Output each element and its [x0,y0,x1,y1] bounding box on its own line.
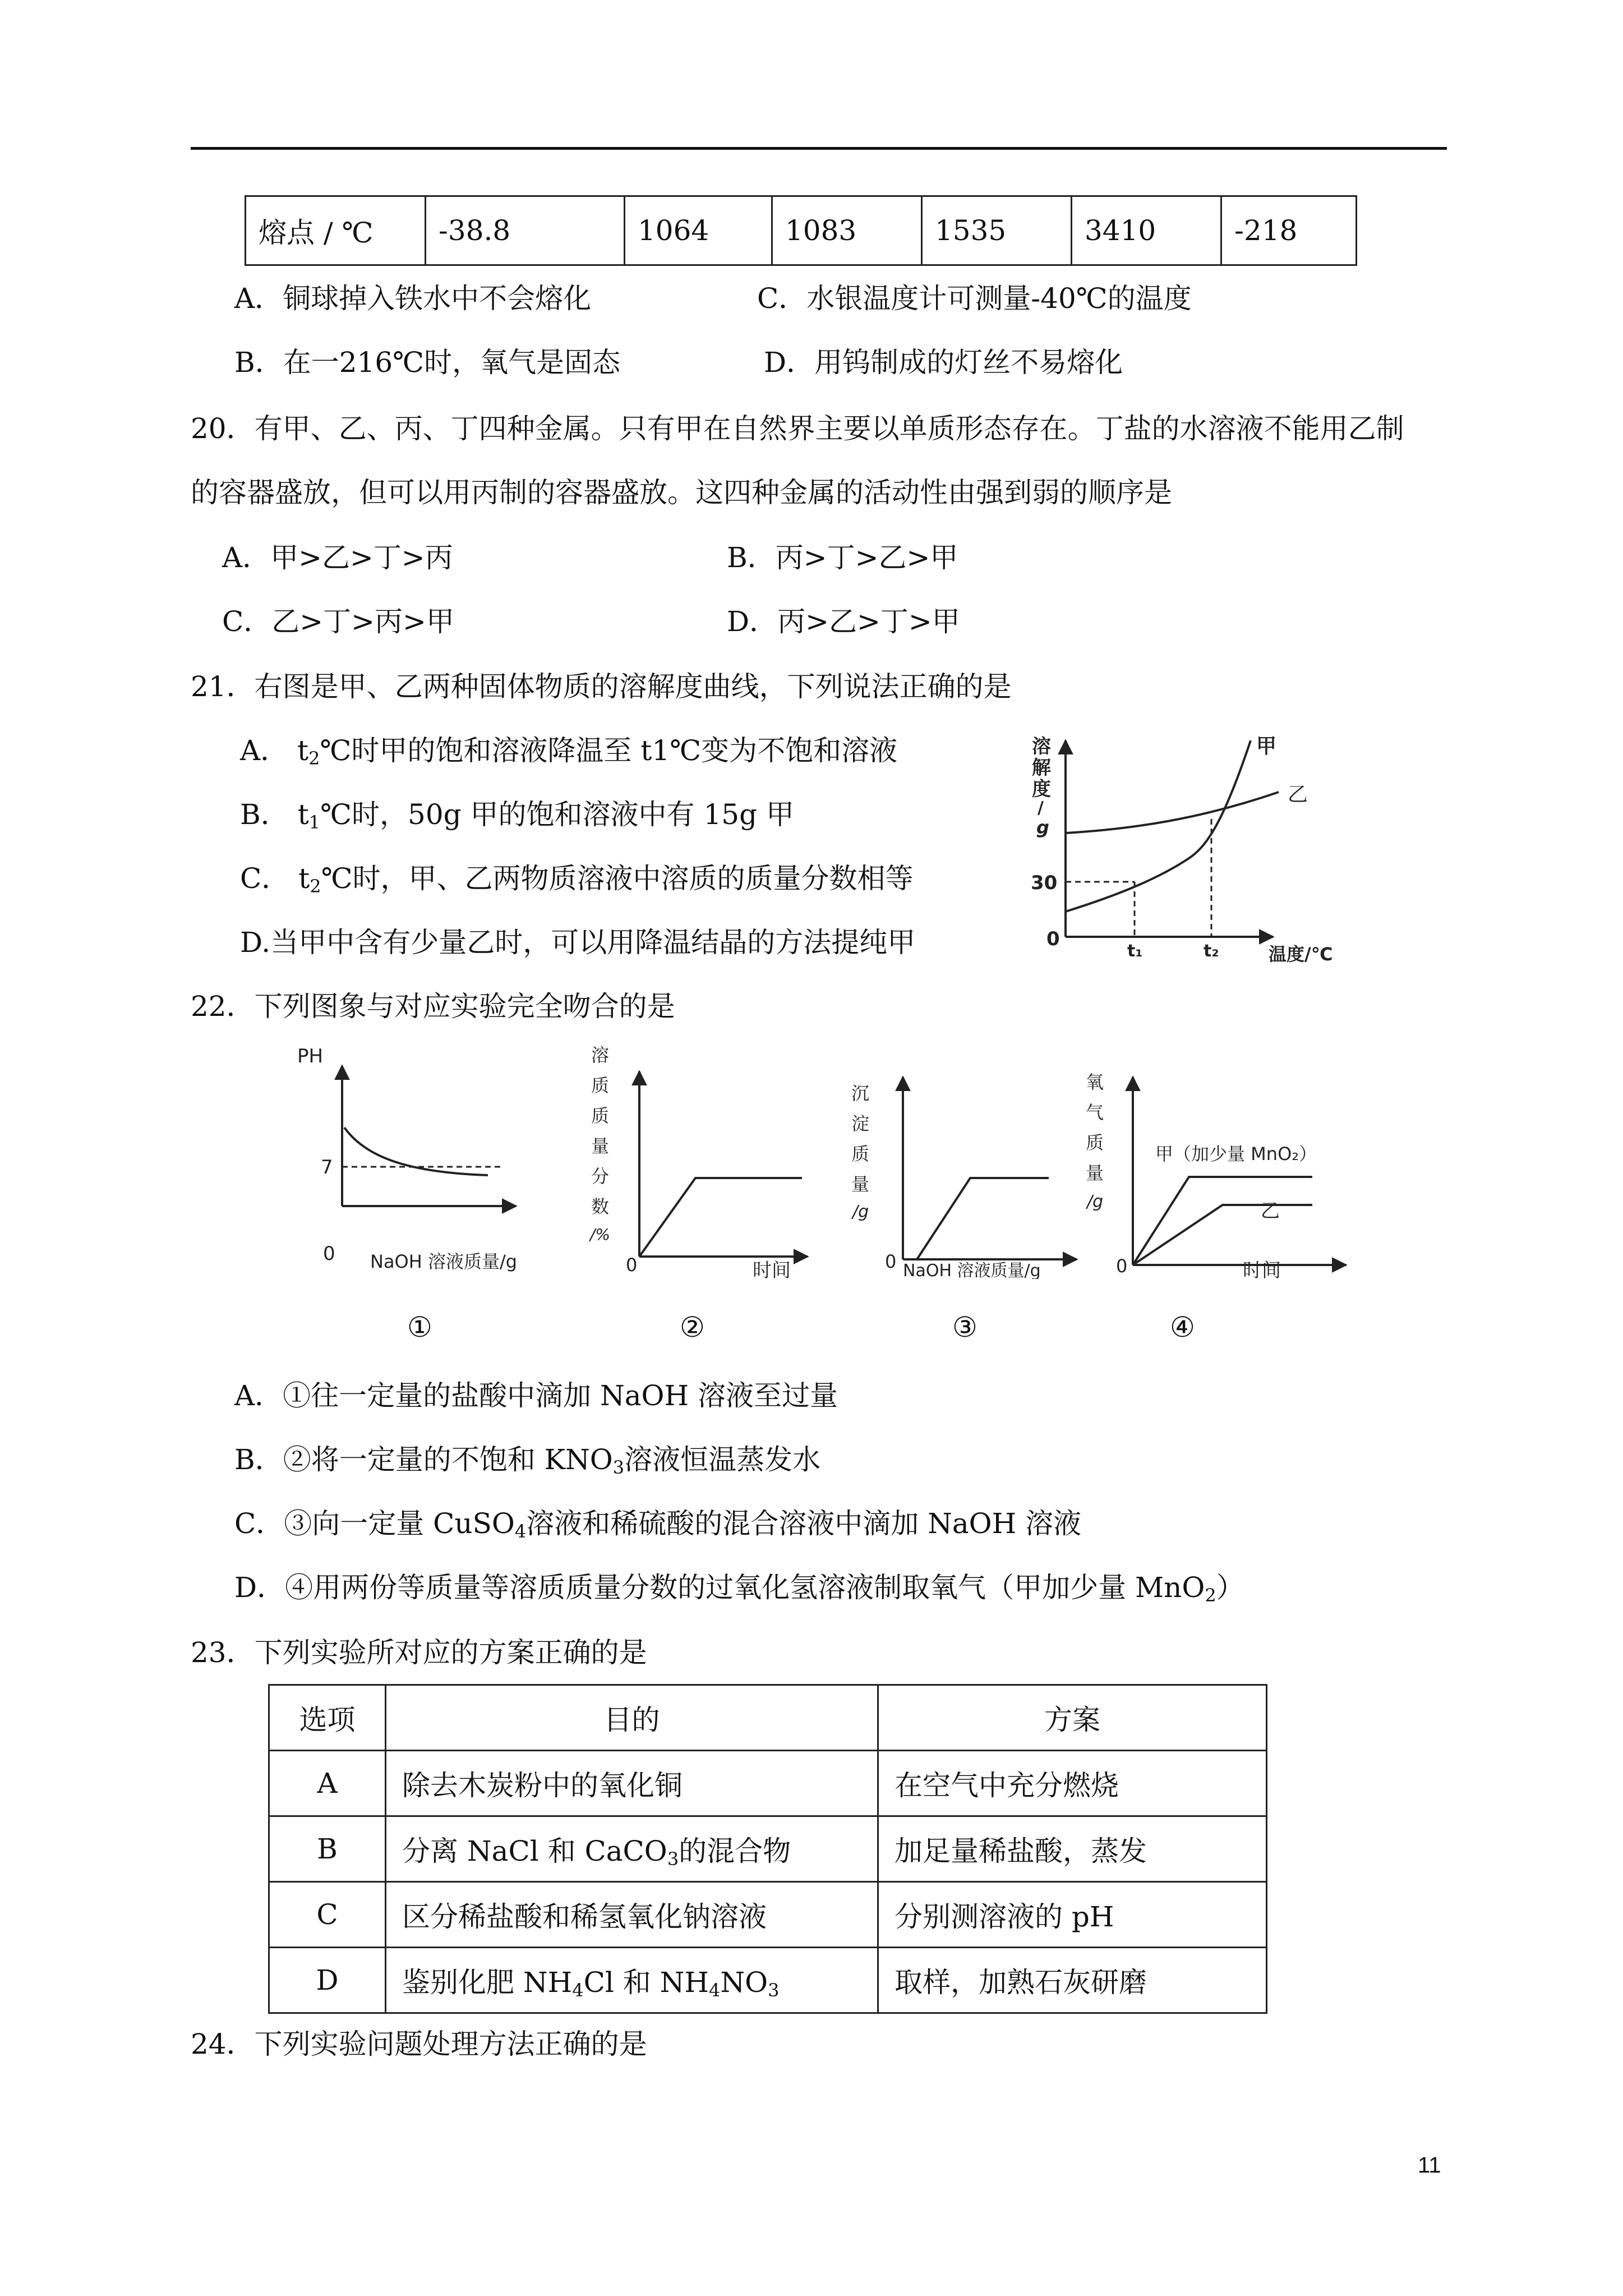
x-axis-label: NaOH 溶液质量/g [903,1261,1041,1279]
y-tick-label: 7 [321,1156,333,1179]
table-cell-purpose: 除去木炭粉中的氧化铜 [386,1751,878,1816]
graph-3-precipitate [836,1066,1094,1279]
q22-option-b: B．②将一定量的不饱和 $KNO_3$溶液恒温蒸发水 [234,1443,821,1478]
ylabel-char: 溶 [591,1045,610,1066]
ylabel-char: 沉 [851,1083,870,1104]
table-cell-purpose: 鉴别化肥 $NH_4Cl$ 和 $NH_4NO_3$ [386,1948,878,2013]
origin-label: 0 [626,1254,638,1276]
q21-stem: 21．右图是甲、乙两种固体物质的溶解度曲线，下列说法正确的是 [191,670,1012,703]
q21-option-c: C． $t_2℃$时，甲、乙两物质溶液中溶质的质量分数相等 [240,862,914,897]
ylabel-char: 解 [1032,757,1051,779]
q20-option-c: C．乙>丁>丙>甲 [222,605,454,638]
table-cell-option: A [269,1751,386,1816]
ylabel-char: 质 [591,1075,610,1096]
ylabel-char: /g [852,1202,869,1222]
q24-stem: 24．下列实验问题处理方法正确的是 [191,2028,647,2060]
x-axis-label: 时间 [1243,1259,1281,1279]
series-label-yi: 乙 [1261,1200,1280,1222]
q20-option-b: B．丙>丁>乙>甲 [727,541,958,574]
ylabel-char: 溶 [1032,735,1051,758]
q20-option-a: A．甲>乙>丁>丙 [222,541,453,574]
ylabel-char: 数 [591,1196,610,1217]
series-label-yi: 乙 [1288,783,1308,806]
table-cell: 3410 [1072,196,1221,265]
x-axis-label: 温度/℃ [1269,944,1333,965]
q22-option-d: D．④用两份等质量等溶质质量分数的过氧化氢溶液制取氧气（甲加少量 MnO$_2$） [234,1571,1244,1606]
table-cell-plan: 在空气中充分燃烧 [878,1751,1267,1816]
q19-option-b: B．在一216℃时，氧气是固态 [234,346,621,379]
table-cell-purpose: 区分稀盐酸和稀氢氧化钠溶液 [386,1882,878,1948]
table-cell: 1083 [772,196,922,265]
table-header-row [269,1685,1267,1751]
x-axis-label: NaOH 溶液质量/g [370,1251,518,1272]
graph-4-oxygen [1082,1055,1374,1279]
table-row-label: 熔点 / ℃ [246,196,426,265]
ylabel-char: / [1038,798,1044,818]
table-cell-plan: 取样，加熟石灰研磨 [878,1948,1267,2013]
q22-option-a: A．①往一定量的盐酸中滴加 NaOH 溶液至过量 [234,1379,838,1412]
ylabel-char: 氧 [1086,1071,1104,1093]
table-cell-plan: 加足量稀盐酸，蒸发 [878,1816,1267,1882]
graph-2-mass-fraction [583,1038,830,1279]
graph-number-2: ② [680,1311,705,1343]
q22-option-c: C．③向一定量 CuSO$_4$溶液和稀硫酸的混合溶液中滴加 NaOH 溶液 [234,1507,1082,1542]
table-row [246,196,1357,265]
table-row [269,1751,1267,1816]
q19-option-a: A．铜球掉入铁水中不会熔化 [234,282,592,315]
page-number: 11 [1418,2153,1441,2178]
ylabel-char: 气 [1086,1102,1104,1123]
ylabel-char: /% [590,1225,611,1244]
ylabel-char: 量 [591,1135,610,1157]
x-axis-label: 时间 [753,1259,791,1279]
graph-1-ph [280,1038,538,1273]
q20-stem-line2: 的容器盛放，但可以用丙制的容器盛放。这四种金属的活动性由强到弱的顺序是 [191,476,1172,509]
origin-label: 0 [1046,928,1060,950]
graph-number-3: ③ [952,1311,978,1343]
ylabel-char: 淀 [851,1113,870,1134]
table-cell-purpose: 分离 NaCl 和 CaCO$_3$的混合物 [386,1816,878,1882]
ylabel-char: 质 [1086,1132,1104,1153]
fraction-line [639,1178,802,1257]
table-cell-option: C [269,1882,386,1948]
origin-label: 0 [323,1243,335,1265]
curve-jia [1066,740,1251,912]
origin-label: 0 [885,1251,897,1272]
precipitate-line [903,1178,1049,1259]
melting-point-table [245,195,1357,266]
curve-yi [1133,1205,1312,1265]
curve-yi [1066,792,1279,833]
table-header: 目的 [386,1685,878,1751]
solubility-chart [1021,729,1413,970]
header-rule [191,147,1447,150]
table-cell: 1064 [625,196,772,265]
table-header: 选项 [269,1685,386,1751]
q20-stem-line1: 20．有甲、乙、丙、丁四种金属。只有甲在自然界主要以单质形态存在。丁盐的水溶液不能用乙制 [191,412,1404,445]
q21-option-b: B． $t_1℃$时，50g 甲的饱和溶液中有 15g 甲 [240,798,794,833]
table-cell: -218 [1221,196,1357,265]
q19-option-c: C．水银温度计可测量-40℃的温度 [757,282,1192,315]
ylabel-char: g [1036,817,1049,838]
graph-number-1: ① [407,1311,432,1343]
ylabel-char: 分 [591,1166,610,1187]
table-row [269,1882,1267,1948]
q21-option-a: A． $t_2℃$时甲的饱和溶液降温至 t1℃变为不饱和溶液 [240,734,898,769]
origin-label: 0 [1116,1255,1128,1277]
ylabel-char: /g [1087,1192,1104,1212]
x-tick-label: t₁ [1127,941,1143,961]
q20-option-d: D．丙>乙>丁>甲 [727,605,960,638]
table-cell: -38.8 [426,196,625,265]
ylabel-char: 量 [1086,1162,1104,1184]
graph-number-4: ④ [1170,1311,1195,1343]
table-cell: 1535 [922,196,1072,265]
table-row [269,1816,1267,1882]
table-cell-plan: 分别测溶液的 pH [878,1882,1267,1948]
y-tick-label: 30 [1031,872,1058,894]
y-axis-label: PH [297,1045,324,1068]
q19-option-d: D．用钨制成的灯丝不易熔化 [764,346,1123,379]
table-cell-option: D [269,1948,386,2013]
table-header: 方案 [878,1685,1267,1751]
series-label-jia: 甲 [1256,735,1277,758]
series-label-jia: 甲（加少量 MnO₂） [1155,1143,1317,1165]
ylabel-char: 量 [851,1174,870,1195]
q21-option-d: D.当甲中含有少量乙时，可以用降温结晶的方法提纯甲 [240,926,916,959]
ylabel-char: 质 [591,1105,610,1126]
x-tick-label: t₂ [1204,941,1219,961]
q22-stem: 22．下列图象与对应实验完全吻合的是 [191,990,675,1023]
table-row [269,1948,1267,2013]
ylabel-char: 质 [851,1143,870,1165]
curve-jia [1133,1177,1312,1265]
ph-curve [344,1128,488,1175]
q23-options-table [268,1684,1267,2014]
ylabel-char: 度 [1032,778,1051,800]
q23-stem: 23．下列实验所对应的方案正确的是 [191,1636,647,1669]
table-cell-option: B [269,1816,386,1882]
